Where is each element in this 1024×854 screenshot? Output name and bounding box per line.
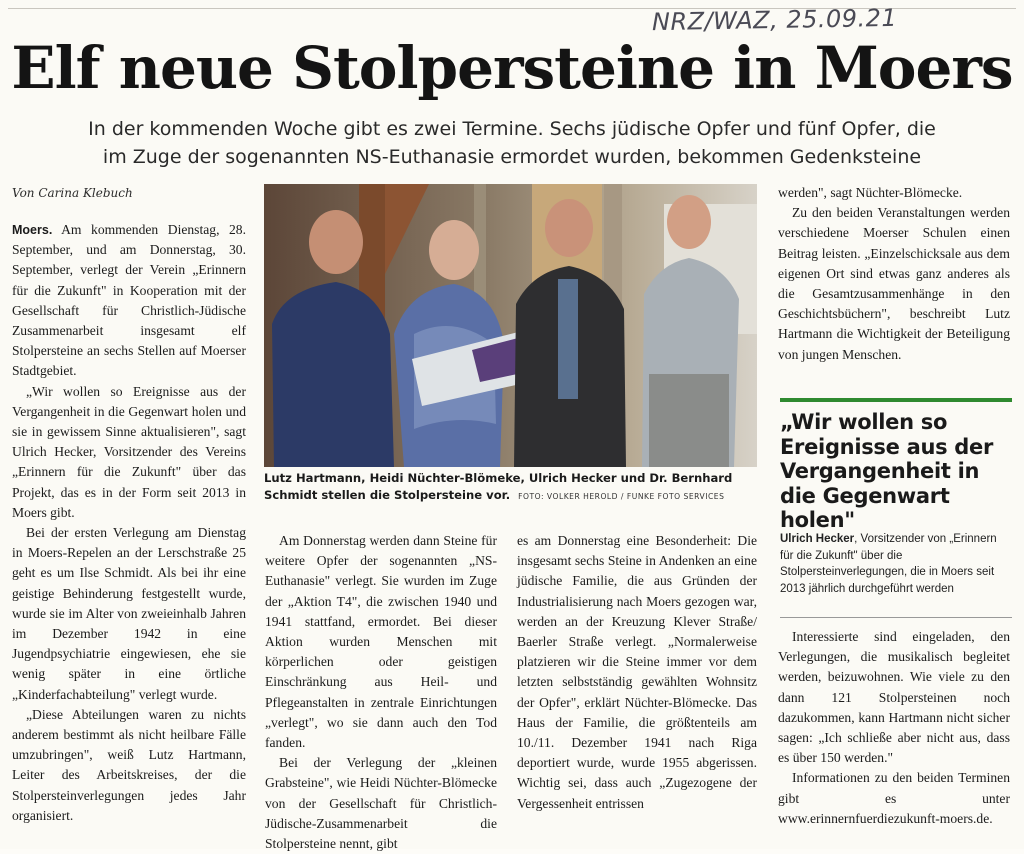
photo-credit: FOTO: VOLKER HEROLD / FUNKE FOTO SERVICES	[518, 492, 725, 501]
subhead-line-1: In der kommenden Woche gibt es zwei Termine. Sechs jüdische Opfer und fünf Opfer, die	[88, 118, 936, 140]
pull-quote-rule	[780, 398, 1012, 402]
paragraph-text: Am kommenden Dienstag, 28. September, und am Donnerstag, 30. September, verlegt der Verein „Erinnern für die Zukunft" in Kooperation mit der Gesellschaft für Christlich-Jüdische Zusammenarbeit insgesamt elf Stolpersteine an sechs Stellen auf Moerser Stadtgebiet.	[12, 222, 247, 379]
paragraph: Informationen zu den beiden Terminen gibt es unter www.erinnernfuerdiezukunft-moers.de.	[778, 770, 1010, 826]
pull-quote-attribution	[780, 531, 1012, 597]
article-column-4-lower	[778, 627, 1010, 829]
byline: Von Carina Klebuch	[12, 186, 133, 200]
paragraph	[12, 220, 246, 382]
paragraph: „Diese Abteilungen waren zu nichts anderem bestimmt als nicht heilbare Fälle umzubringen", weiß Lutz Hartmann, Leiter des Arbeitskreises, der die Stolpersteinverlegungen jedes Jahr organisiert.	[12, 706, 246, 823]
paragraph: werden", sagt Nüchter-Blömecke.	[778, 185, 963, 200]
subheadline	[60, 115, 964, 171]
quote-author: Ulrich Hecker	[780, 533, 855, 545]
pull-quote: „Wir wollen so Ereignisse aus der Vergangenheit in die Gegenwart holen"	[780, 410, 994, 532]
photo-caption	[264, 470, 757, 505]
paragraph: Zu den beiden Veranstaltungen werden verschiedene Moerser Schulen einen Beitrag leisten. „Einzelschicksale aus dem eigenen Ort sind etwas ganz anderes als die Gesamtzusammenhänge in den Geschichtsbüchern", beschreibt Lutz Hartmann die Wichtigkeit der Beteiligung von jungen Menschen.	[778, 205, 1010, 362]
article-column-3	[517, 531, 757, 814]
article-photo	[264, 184, 757, 467]
quote-author-role: , Vorsitzender von „Erinnern für die Zukunft" über die Stolpersteinverlegungen, die in Moers seit 2013 jährlich durchgeführt werden	[780, 533, 997, 595]
article-column-1	[12, 220, 246, 826]
headline: Elf neue Stolpersteine in Moers	[11, 34, 1013, 102]
paragraph: „Wir wollen so Ereignisse aus der Vergangenheit in die Gegenwart holen und sie in gewissem Sinne aktualisieren", sagt Ulrich Hecker, Vorsitzender des Vereins „Erinnern für die Zukunft" über das Projekt, das es in der Form seit 2013 in Moers gibt.	[12, 383, 246, 520]
paragraph: Bei der Verlegung der „kleinen Grabsteine", wie Heidi Nüchter-Blömecke von der Gesellschaft für Christlich-Jüdische-Zusammenarbeit die Stolpersteine nennt, gibt	[265, 755, 497, 852]
paragraph: Am Donnerstag werden dann Steine für weitere Opfer der sogenannten „NS-Euthanasie" verlegt. Sie wurden im Zuge der „Aktion T4", die zwischen 1940 und 1941 stattfand, ermordet. Bei dieser Aktion wurden Menschen mit körperlichen oder geistigen Einschränkung aus Heil- und Pflegeanstalten in zentrale Einrichtungen „verlegt", wo sie dann auch den Tod fanden.	[265, 533, 497, 751]
pull-quote-divider	[780, 617, 1012, 618]
subhead-line-2: im Zuge der sogenannten NS-Euthanasie ermordet wurden, bekommen Gedenksteine	[102, 146, 922, 168]
paragraph: Bei der ersten Verlegung am Dienstag in Moers-Repelen an der Lerschstraße 25 geht es um Ilse Schmidt. Als bei ihr eine geistige Behinderung festgestellt wurde, wurde sie im Alter von zweieinhalb Jahren im Dezember 1942 in eine Jugendpsychiatrie eingewiesen, ehe sie wenig später in eine örtliche „Kinderfachabteilung" verlegt wurde.	[12, 525, 246, 702]
caption-text: Lutz Hartmann, Heidi Nüchter-Blömeke, Ulrich Hecker und Dr. Bernhard Schmidt stellen die Stolpersteine vor.	[264, 471, 733, 502]
photo-illustration	[264, 184, 757, 467]
paragraph: es am Donnerstag eine Besonderheit: Die insgesamt sechs Steine in Andenken an eine jüdische Familie, die aus Gründen der Industrialisierung nach Moers gezogen war, werden an der Kreuzung Klever Straße/ Baerler Straße verlegt. „Normalerweise platzieren wir die Steine immer vor dem letzten selbstständig gewählten Wohnsitz der Opfer", erklärt Nüchter-Blömecke. Das Haus der Familie, die größtenteils am 10./11. Dezember 1941 nach Riga deportiert wurde, wurde 1955 abgerissen. Wichtig sei, dass auch „Zugezogene der Vergessenheit entrissen	[517, 533, 757, 811]
dateline: Moers.	[12, 223, 53, 237]
paragraph: Interessierte sind eingeladen, den Verlegungen, die musikalisch begleitet werden, beizuwohnen. Wie viele zu den dann 121 Stolpersteinen noch dazukommen, kann Hartmann nicht sicher sagen: „Ich schließe aber nicht aus, dass es über 150 werden."	[778, 629, 1010, 766]
article-column-4	[778, 183, 1010, 365]
article-column-2	[265, 531, 497, 854]
source-stamp: NRZ/WAZ, 25.09.21	[651, 3, 898, 37]
